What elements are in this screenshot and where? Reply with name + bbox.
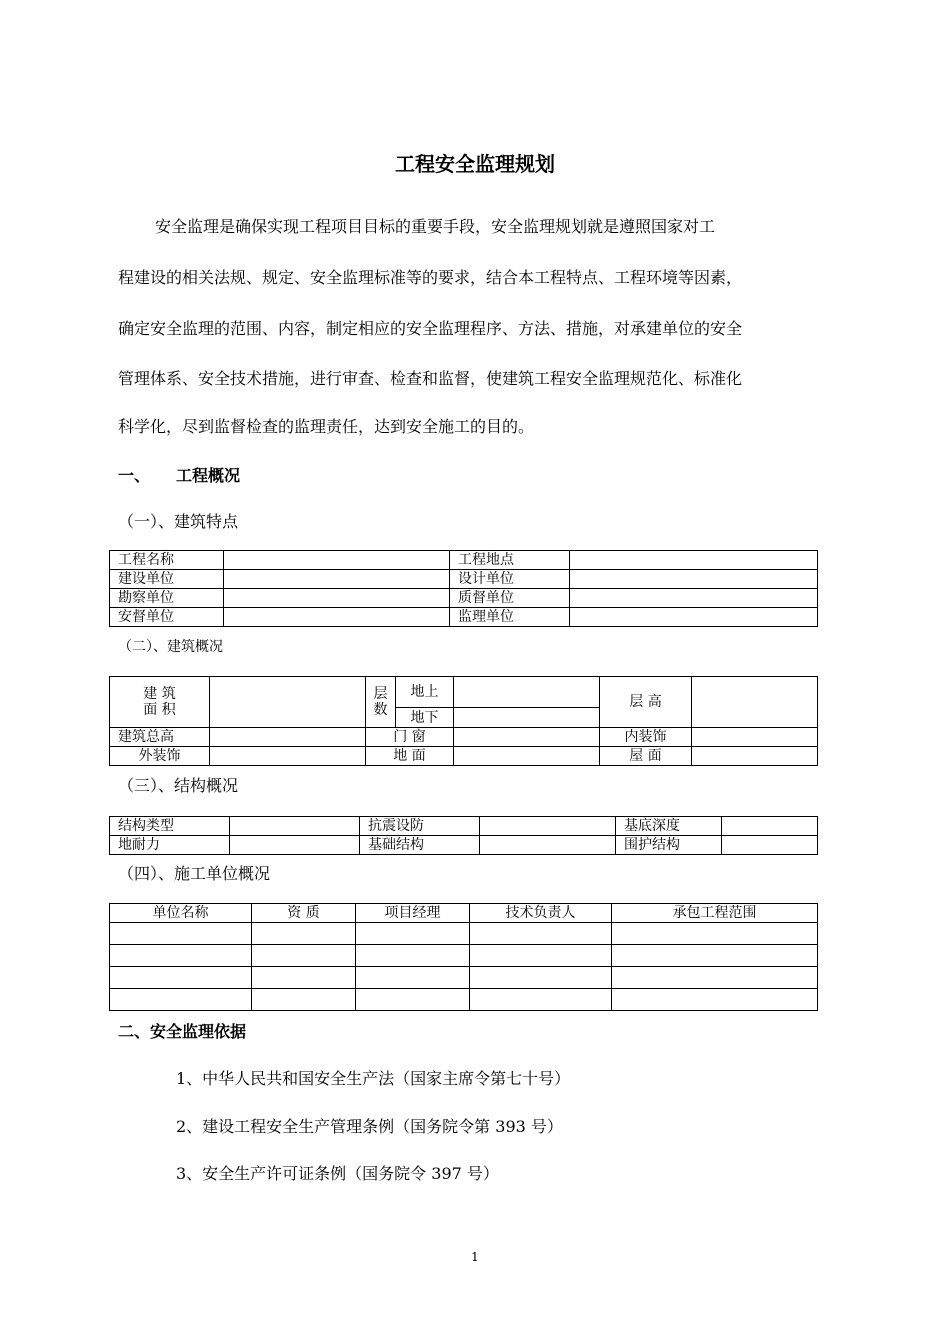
table-cell: 围护结构 (616, 836, 722, 855)
intro-line-1: 安全监理是确保实现工程项目目标的重要手段，安全监理规划就是遵照国家对工 (155, 217, 716, 236)
table-cell (454, 728, 600, 747)
table-cell: 基础结构 (360, 836, 480, 855)
table-cell (356, 989, 470, 1011)
structure-overview-table (109, 816, 818, 855)
table-cell (692, 747, 818, 766)
table-cell (210, 728, 366, 747)
table-cell (110, 989, 252, 1011)
table-row (110, 677, 818, 708)
table-cell (570, 570, 818, 589)
table-cell: 工程名称 (110, 551, 224, 570)
above-ground-label: 地上 (396, 677, 454, 708)
table-cell: 设计单位 (450, 570, 570, 589)
subsection-building-overview: （二）、建筑概况 (118, 639, 223, 655)
table-cell (356, 967, 470, 989)
intro-line-5: 科学化，尽到监督检查的监理责任，达到安全施工的目的。 (118, 417, 535, 436)
ground-label: 地 面 (366, 747, 454, 766)
floor-height-label: 层 高 (600, 677, 692, 728)
table-cell (480, 817, 616, 836)
table-header-row (110, 904, 818, 923)
table-header: 单位名称 (110, 904, 252, 923)
basis-item-2: 2、建设工程安全生产管理条例（国务院令第 393 号） (176, 1117, 563, 1136)
table-cell (110, 923, 252, 945)
doors-windows-label: 门 窗 (366, 728, 454, 747)
table-cell (224, 608, 450, 627)
table-cell (454, 677, 600, 708)
table-cell (224, 551, 450, 570)
interior-label: 内装饰 (600, 728, 692, 747)
table-cell (252, 923, 356, 945)
table-cell: 质督单位 (450, 589, 570, 608)
table-cell (356, 945, 470, 967)
table-cell (570, 589, 818, 608)
exterior-label: 外装饰 (110, 747, 210, 766)
table-cell (454, 708, 600, 728)
table-cell (612, 989, 818, 1011)
table-cell: 勘察单位 (110, 589, 224, 608)
table-cell (356, 923, 470, 945)
table-cell (252, 967, 356, 989)
table-cell (224, 589, 450, 608)
table-header: 承包工程范围 (612, 904, 818, 923)
table-cell (230, 836, 360, 855)
table-cell (570, 608, 818, 627)
table-cell (470, 967, 612, 989)
table-cell (252, 945, 356, 967)
table-cell: 地耐力 (110, 836, 230, 855)
table-cell (722, 836, 818, 855)
table-cell: 基底深度 (616, 817, 722, 836)
table-row (110, 728, 818, 747)
table-cell: 抗震设防 (360, 817, 480, 836)
table-row (110, 817, 818, 836)
building-features-table (109, 550, 818, 627)
table-row (110, 923, 818, 945)
table-cell (570, 551, 818, 570)
section1-number: 一、 (118, 466, 151, 485)
table-cell: 建设单位 (110, 570, 224, 589)
table-cell (470, 989, 612, 1011)
page-number: 1 (471, 1250, 479, 1264)
table-cell (612, 923, 818, 945)
table-row (110, 945, 818, 967)
table-cell (252, 989, 356, 1011)
table-row (110, 608, 818, 627)
basis-item-1: 1、中华人民共和国安全生产法（国家主席令第七十号） (176, 1069, 571, 1088)
table-cell (470, 945, 612, 967)
table-cell (230, 817, 360, 836)
table-row (110, 967, 818, 989)
table-row (110, 551, 818, 570)
table-row (110, 747, 818, 766)
table-row (110, 570, 818, 589)
intro-line-4: 管理体系、安全技术措施，进行审查、检查和监督，使建筑工程安全监理规范化、标准化 (118, 369, 743, 388)
floors-label: 层 数 (366, 677, 396, 728)
table-cell (470, 923, 612, 945)
subsection-contractor-overview: （四）、施工单位概况 (118, 864, 271, 883)
contractor-overview-table (109, 903, 818, 1011)
basis-item-3: 3、安全生产许可证条例（国务院令 397 号） (176, 1164, 499, 1183)
table-row (110, 836, 818, 855)
roof-label: 屋 面 (600, 747, 692, 766)
table-header: 资 质 (252, 904, 356, 923)
table-cell: 工程地点 (450, 551, 570, 570)
document-title: 工程安全监理规划 (395, 152, 555, 176)
subsection-structure-overview: （三）、结构概况 (118, 776, 239, 795)
table-cell (210, 747, 366, 766)
table-cell (612, 967, 818, 989)
below-ground-label: 地下 (396, 708, 454, 728)
intro-line-3: 确定安全监理的范围、内容，制定相应的安全监理程序、方法、措施，对承建单位的安全 (118, 319, 743, 338)
intro-line-2: 程建设的相关法规、规定、安全监理标准等的要求，结合本工程特点、工程环境等因素， (118, 268, 743, 287)
table-cell (110, 967, 252, 989)
table-cell: 监理单位 (450, 608, 570, 627)
table-cell (480, 836, 616, 855)
table-row (110, 589, 818, 608)
table-cell: 安督单位 (110, 608, 224, 627)
table-header: 技术负责人 (470, 904, 612, 923)
table-row (110, 989, 818, 1011)
table-cell (612, 945, 818, 967)
table-cell (210, 677, 366, 728)
table-cell: 结构类型 (110, 817, 230, 836)
total-height-label: 建筑总高 (110, 728, 210, 747)
table-cell (692, 728, 818, 747)
table-cell (110, 945, 252, 967)
building-area-label: 建 筑 面 积 (110, 677, 210, 728)
section2-title: 二、安全监理依据 (118, 1022, 247, 1041)
section1-title: 工程概况 (176, 466, 241, 485)
table-cell (454, 747, 600, 766)
building-overview-table (109, 676, 818, 766)
table-cell (692, 677, 818, 728)
table-cell (224, 570, 450, 589)
table-cell (722, 817, 818, 836)
table-header: 项目经理 (356, 904, 470, 923)
subsection-building-features: （一）、建筑特点 (118, 512, 239, 531)
